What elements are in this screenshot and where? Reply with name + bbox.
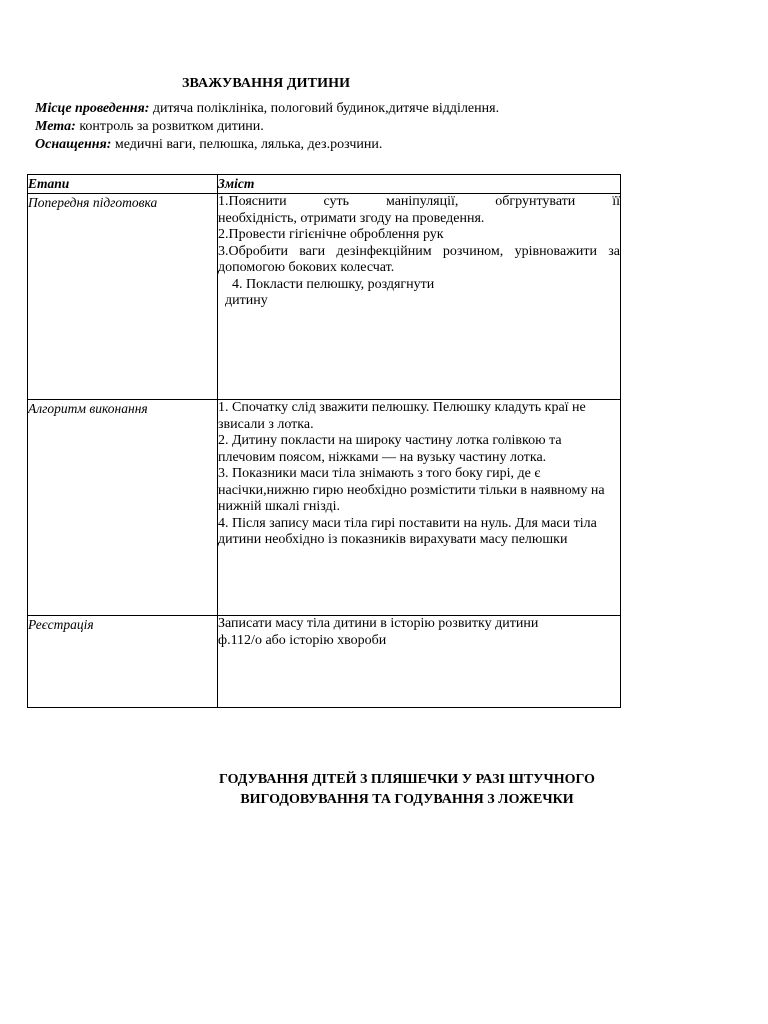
- meta-goal-label: Мета:: [35, 119, 76, 134]
- table-header-row: [28, 175, 621, 194]
- content-line: 1. Спочатку слід зважити пелюшку. Пелюшку кладуть краї не звисали з лотка.: [218, 400, 586, 432]
- table-row: [28, 194, 621, 400]
- next-section-title-line: ГОДУВАННЯ ДІТЕЙ З ПЛЯШЕЧКИ У РАЗІ ШТУЧНОГО: [219, 772, 595, 787]
- content-line: 2.Провести гігієнічне оброблення рук: [218, 227, 444, 242]
- content-line: 3.Обробити ваги дезінфекційним розчином, урівноважити за допомогою бокових колесчат.: [218, 243, 620, 275]
- content-line: 4. Покласти пелюшку, роздягнути: [232, 276, 435, 292]
- content-line: ф.112/о або історію хвороби: [218, 632, 387, 648]
- next-section-title: [160, 770, 654, 810]
- meta-goal: [35, 118, 499, 136]
- table-row: [28, 400, 621, 616]
- content-line: дитину: [225, 293, 268, 308]
- stage-cell: Реєстрація: [28, 616, 218, 708]
- content-line: 1.Пояснити суть маніпуляції, обгрунтувати її: [218, 194, 620, 209]
- stage-cell: Попередня підготовка: [28, 194, 218, 400]
- meta-place: [35, 100, 499, 118]
- header-stage: Етапи: [28, 175, 218, 194]
- meta-place-value: дитяча поліклініка, пологовий будинок,дитяче відділення.: [149, 101, 500, 116]
- content-cell: [218, 616, 621, 708]
- meta-equipment: [35, 136, 499, 154]
- next-section-title-line: ВИГОДОВУВАННЯ ТА ГОДУВАННЯ З ЛОЖЕЧКИ: [240, 792, 574, 807]
- content-line: Записати масу тіла дитини в історію розвитку дитини: [218, 616, 539, 631]
- document-meta: [35, 100, 499, 154]
- meta-place-label: Місце проведення:: [35, 101, 150, 116]
- header-content: Зміст: [218, 175, 621, 194]
- content-line: 4. Після запису маси тіла гирі поставити на нуль. Для маси тіла дитини необхідно із показників вирахувати масу пелюшки: [218, 515, 597, 547]
- content-line: 2. Дитину покласти на широку частину лотка голівкою та плечовим поясом, ніжками — на вузьку частину лотка.: [218, 433, 562, 465]
- content-line: необхідність, отримати згоду на проведення.: [218, 210, 485, 226]
- meta-goal-value: контроль за розвитком дитини.: [75, 119, 264, 134]
- stage-cell: Алгоритм виконання: [28, 400, 218, 616]
- page-title: ЗВАЖУВАННЯ ДИТИНИ: [182, 76, 351, 91]
- content-line: 3. Показники маси тіла знімають з того боку гирі, де є насічки,нижню гирю необхідно розмістити тільки в наявному на нижній шкалі гнізді.: [218, 466, 605, 514]
- meta-equipment-label: Оснащення:: [35, 137, 112, 152]
- content-cell: [218, 400, 621, 616]
- procedure-table: [27, 174, 621, 708]
- table-row: [28, 616, 621, 708]
- content-cell: [218, 194, 621, 400]
- meta-equipment-value: медичні ваги, пелюшка, лялька, дез.розчини.: [111, 137, 383, 152]
